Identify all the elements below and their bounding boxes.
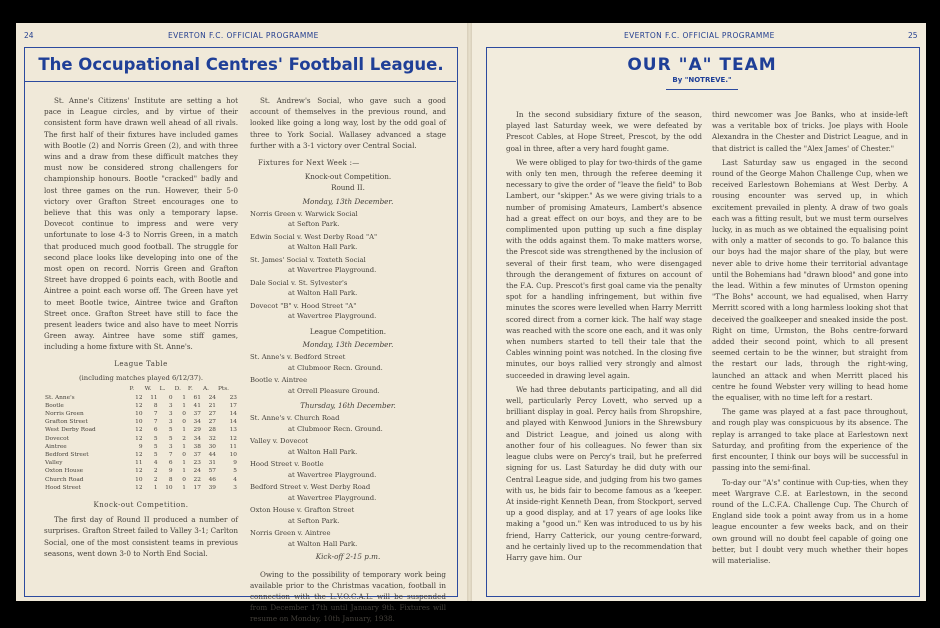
table-cell: 46 xyxy=(208,476,216,483)
kickoff-time: Kick-off 2-15 p.m. xyxy=(315,552,381,562)
fixture-match: Hood Street v. Bootle xyxy=(250,460,324,469)
column-header: F. xyxy=(187,386,193,393)
table-cell: 23 xyxy=(193,460,201,467)
table-row xyxy=(44,394,238,402)
fixtures-date: Monday, 13th December. xyxy=(302,196,394,206)
fixture-venue: at Wavertree Playground. xyxy=(288,470,377,479)
table-cell: 12 xyxy=(135,452,143,458)
table-cell: 3 xyxy=(168,410,173,417)
team-name: Aintree xyxy=(45,443,67,450)
fixture-venue: at Walton Hall Park. xyxy=(288,447,358,456)
paragraph: St. Anne's Citizens' Institute are setting a hot pace in League circles, and by virtue of their consistent form have drawn well ahead of all rivals. The first half of their fixtures have included games with Bootle (2) and Norris Green (2), and with three wins and a draw from these difficult matches they must now be considered strong challengers for championship honours. Bootle "cracked" badly and lost three games on the run. However, their 5-0 victory over Grafton Street encourages one to believe that this was only a temporary lapse. Dovecot continue to impress and were very unfortunate to lose 4-3 to Norris Green, in a match that produced much good football. The struggle for second place looks like developing into one of the most open on record. Norris Green and Grafton Street have dropped 6 points each, with Bootle and Aintree a point each worse off. The Green have yet to meet Bootle twice, Aintree twice and Grafton Street once. Grafton Street have still to face the present leaders twice and also have to meet Norris Green away. Aintree have some stiff games, including a home fixture with St. Anne's. xyxy=(44,96,238,352)
table-row xyxy=(44,410,238,418)
table-cell: 57 xyxy=(208,468,216,475)
table-row xyxy=(44,426,238,434)
table-cell: 17 xyxy=(193,484,201,491)
table-cell: 0 xyxy=(182,410,186,417)
team-name: West Derby Road xyxy=(45,427,96,434)
fixture-venue: at Wavertree Playground. xyxy=(288,312,377,321)
fixture-match: St. James' Social v. Toxteth Social xyxy=(250,255,366,264)
table-cell: 41 xyxy=(193,402,201,409)
team-name: Bedford Street xyxy=(45,452,89,458)
table-cell: 30 xyxy=(208,443,216,450)
column-header: A. xyxy=(202,386,209,393)
paragraph: Last Saturday saw us engaged in the second round of the George Mahon Challenge Cup, when we received Earlestown Bohemians at West Derby. A rousing encounter was served up, in which excitement prevailed in plenty. A draw of two goals each was a fitting result, but we must term ourselves lucky, in as much as we obtained the equalising point with only a matter of seconds to go. To balance this our boys had the major share of the play, but were never able to drive home their territorial advantage until the Bohemians had "drawn blood" and gone into the lead. Within a few minutes of Urmston opening "The Bohs" account, we had equalised, when Harry Merritt scored with a long harmless looking shot that deceived the goalkeeper and sneaked inside the post. Right on time, Urmston, the Bohs centre-forward added their second point, which to all present seemed certain to be the winner, but straight from the restart our lads, through the right-wing, launched an attack and when Merritt placed his centre he found Webster very willing to head home the equaliser, with no time left for a restart. xyxy=(712,157,908,403)
table-cell: 5 xyxy=(153,452,158,458)
title-rule xyxy=(25,81,456,82)
table-cell: 12 xyxy=(135,468,143,475)
league-table-header xyxy=(44,385,238,393)
table-cell: 10 xyxy=(165,484,173,491)
team-name: Norris Green xyxy=(45,410,84,417)
fixture-match: Dovecot "B" v. Hood Street "A" xyxy=(250,301,357,310)
closing-paragraph: Owing to the possibility of temporary work being available prior to the Christmas vacation, football in connection with the L.V.O.C.A.L. will be suspended from December 17th until January 9th. Fixtures will resume on Monday, 10th January, 1938. xyxy=(250,569,446,624)
table-cell: 6 xyxy=(168,460,173,467)
right-column xyxy=(712,109,908,569)
table-cell: 14 xyxy=(229,410,237,417)
table-cell: 12 xyxy=(135,435,143,442)
table-cell: 4 xyxy=(153,460,158,467)
fixture-venue: at Wavertree Playground. xyxy=(288,493,377,502)
table-row xyxy=(44,402,238,410)
fixture-item xyxy=(250,301,446,322)
table-cell: 10 xyxy=(135,419,143,426)
fixture-match: Dale Social v. St. Sylvester's xyxy=(250,278,348,287)
paragraph: St. Andrew's Social, who gave such a good account of themselves in the previous round, and looked like going a long way, lost by the odd goal of three to York Social. Wallasey advanced a stage further with a 3-1 victory over Central Social. xyxy=(250,96,446,150)
table-cell: 5 xyxy=(233,468,237,475)
table-cell: 9 xyxy=(233,460,237,467)
left-column xyxy=(506,109,702,566)
table-cell: 3 xyxy=(168,419,173,426)
table-cell: 7 xyxy=(168,452,173,458)
fixture-item xyxy=(250,352,446,373)
table-cell: 10 xyxy=(135,410,143,417)
fixture-match: Edwin Social v. West Derby Road "A" xyxy=(250,232,378,241)
table-row xyxy=(44,476,238,484)
table-cell: 8 xyxy=(168,476,173,483)
table-cell: 1 xyxy=(182,427,186,434)
table-cell: 17 xyxy=(229,402,237,409)
table-cell: 1 xyxy=(182,468,186,475)
fixture-match: St. Anne's v. Bedford Street xyxy=(250,353,346,362)
fixture-item xyxy=(250,505,446,526)
team-name: Valley xyxy=(45,460,63,467)
table-cell: 34 xyxy=(193,419,201,426)
fixture-item xyxy=(250,209,446,230)
team-name: Grafton Street xyxy=(45,419,88,426)
table-cell: 29 xyxy=(193,427,201,434)
table-cell: 31 xyxy=(208,460,216,467)
fixture-item xyxy=(250,375,446,396)
running-header: EVERTON F.C. OFFICIAL PROGRAMME xyxy=(168,31,319,40)
fixture-venue: at Sefton Park. xyxy=(288,516,340,525)
right-column xyxy=(250,95,446,628)
paragraph: In the second subsidiary fixture of the season, played last Saturday week, we were defeated by Prescot Cables, at Hope Street, Prescot, by the odd goal in three, after a very hard fought game. xyxy=(506,110,702,153)
paragraph: We were obliged to play for two-thirds of the game with only ten men, through the referee deeming it necessary to give the order of "leave the field" to Bob Lambert, our "skipper." As we were giving trials to a number of promising Amateurs, Lambert's absence had a great effect on our boys, and they are to be complimented upon putting up such a fine display with the odds against them. To make matters worse, the Prescot side was strengthened by the inclusion of several of their first team, who were disengaged through the derangement of fixtures on account of the F.A. Cup. Prescot's first goal came via the penalty spot for a handling infringement, but within five minutes the scores were levelled when Harry Merritt scored direct from a corner kick. The half way stage was reached with the score one each, and it was only when numbers started to tell their tale that the Cables winning point was notched. In the closing five minutes, our boys rallied very strongly and almost succeeded in drawing level again. xyxy=(506,157,702,380)
page-title: OUR "A" TEAM xyxy=(627,55,777,75)
league-table-subheading: (including matches played 6/12/37). xyxy=(78,373,204,382)
team-name: Hood Street xyxy=(45,484,81,491)
table-cell: 12 xyxy=(135,484,143,491)
table-cell: 2 xyxy=(153,468,158,475)
table-cell: 37 xyxy=(193,452,201,458)
league-table-heading: League Table xyxy=(114,359,168,368)
table-cell: 10 xyxy=(135,476,143,483)
table-cell: 32 xyxy=(208,435,216,442)
fixture-venue: at Walton Hall Park. xyxy=(288,539,358,548)
table-cell: 27 xyxy=(208,410,216,417)
league-table-body xyxy=(44,394,238,492)
table-cell: 23 xyxy=(229,394,237,401)
column-header: Pts. xyxy=(217,386,230,393)
fixture-item xyxy=(250,482,446,503)
column-header: D. xyxy=(174,386,181,393)
table-cell: 1 xyxy=(153,484,158,491)
page-number: 25 xyxy=(908,31,918,40)
table-cell: 0 xyxy=(182,452,186,458)
fixtures-comp-league: League Competition. xyxy=(309,326,387,336)
table-cell: 7 xyxy=(153,419,158,426)
table-cell: 1 xyxy=(182,460,186,467)
team-name: Church Road xyxy=(45,476,84,483)
column-header: P. xyxy=(129,386,135,393)
fixtures-date: Thursday, 16th December. xyxy=(300,401,396,411)
fixture-item xyxy=(250,436,446,457)
fixture-match: Norris Green v. Aintree xyxy=(250,529,331,538)
fixtures-date: Monday, 13th December. xyxy=(302,340,394,350)
fixture-match: Norris Green v. Warwick Social xyxy=(250,209,358,218)
fixture-venue: at Wavertree Playground. xyxy=(288,266,377,275)
table-cell: 10 xyxy=(229,452,237,458)
fixture-item xyxy=(250,232,446,253)
fixture-match: Bootle v. Aintree xyxy=(250,376,308,385)
table-cell: 22 xyxy=(193,476,201,483)
table-cell: 5 xyxy=(153,443,158,450)
table-row xyxy=(44,435,238,443)
fixture-venue: at Clubmoor Recn. Ground. xyxy=(288,363,383,372)
table-row xyxy=(44,467,238,475)
paragraph: We had three debutants participating, and all did well, particularly Percy Lovett, who served up a brilliant display in goal. Percy hails from Shropshire, and played with Kenwood Juniors in the Shrewsbury and District League, and joined us along with another four of his colleagues. No fewer than six league clubs were on Percy's trail, but he preferred signing for us. Last Saturday he did duty with our Central League side, and judging from his two games with us, he bids fair to become famous as a 'keeper. At inside-right Kenneth Dean, from Stockport, served up a good display, and at 17 years of age looks like making a "good un." Ken was introduced to us by his friend, Harry Catterick, our young centre-forward, and he certainly lived up to the recommendation that Harry gave him. Our xyxy=(506,384,702,562)
table-cell: 11 xyxy=(150,394,158,401)
table-cell: 34 xyxy=(193,435,201,442)
title-underline xyxy=(666,89,738,90)
ko-paragraph: The first day of Round II produced a number of surprises. Grafton Street failed to Valley 3-1; Carlton Social, one of the most consistent teams in previous seasons, went down 3-0 to North End Social. xyxy=(44,515,238,558)
team-name: St. Anne's xyxy=(45,394,75,401)
table-cell: 5 xyxy=(168,435,173,442)
table-cell: 37 xyxy=(193,410,201,417)
table-cell: 14 xyxy=(229,419,237,426)
table-cell: 6 xyxy=(153,427,158,434)
left-page xyxy=(16,23,467,624)
table-cell: 12 xyxy=(135,394,143,401)
fixtures-round: Round II. xyxy=(331,183,365,193)
table-cell: 3 xyxy=(168,443,173,450)
table-cell: 11 xyxy=(135,460,143,467)
table-cell: 3 xyxy=(168,402,173,409)
running-header: EVERTON F.C. OFFICIAL PROGRAMME xyxy=(624,31,775,40)
team-name: Oxton House xyxy=(45,468,84,475)
table-cell: 24 xyxy=(208,394,216,401)
fixture-item xyxy=(250,278,446,299)
table-cell: 12 xyxy=(135,427,143,434)
column-header: L. xyxy=(159,386,166,393)
table-cell: 28 xyxy=(208,427,216,434)
paragraph: To-day our "A's" continue with Cup-ties, when they meet Wargrave C.E. at Earlestown, in the second round of the L.C.F.A. Challenge Cup. The Church of England side took a point away from us in a home league encounter a few weeks back, and on their own ground will no doubt feel capable of going one better, but I doubt very much whether their hopes will materialise. xyxy=(712,477,908,565)
table-cell: 3 xyxy=(233,484,237,491)
table-cell: 11 xyxy=(229,443,237,450)
team-name: Dovecot xyxy=(45,435,69,442)
table-cell: 13 xyxy=(229,427,237,434)
page-number: 24 xyxy=(24,31,34,40)
table-cell: 21 xyxy=(208,402,216,409)
table-cell: 24 xyxy=(193,468,201,475)
byline: By "NOTREVE." xyxy=(672,76,732,84)
table-cell: 27 xyxy=(208,419,216,426)
table-cell: 8 xyxy=(153,402,158,409)
table-cell: 9 xyxy=(138,443,143,450)
table-row xyxy=(44,443,238,451)
table-cell: 2 xyxy=(153,476,158,483)
fixture-item xyxy=(250,413,446,434)
fixture-venue: at Sefton Park. xyxy=(288,220,340,229)
table-cell: 7 xyxy=(153,410,158,417)
table-cell: 38 xyxy=(193,443,201,450)
table-cell: 5 xyxy=(168,427,173,434)
table-row xyxy=(44,484,238,492)
table-row xyxy=(44,418,238,426)
table-cell: 1 xyxy=(182,443,186,450)
fixture-item xyxy=(250,459,446,480)
fixture-list xyxy=(250,209,446,322)
right-page xyxy=(472,23,926,601)
table-cell: 44 xyxy=(208,452,216,458)
page-title: The Occupational Centres' Football League. xyxy=(38,55,444,74)
paragraph: The game was played at a fast pace throughout, and rough play was conspicuous by its absence. The replay is arranged to take place at Earlestown next Saturday, and profiting from the experience of the first encounter, I think our boys will be successful in passing into the semi-final. xyxy=(712,407,908,473)
paragraph: third newcomer was Joe Banks, who at inside-left was a veritable box of tricks. Joe plays with Hoole Alexandra in the Chester and District League, and in that district is called the "Alex James' of Chester." xyxy=(712,110,908,153)
team-name: Bootle xyxy=(45,402,64,409)
table-cell: 1 xyxy=(182,484,186,491)
ko-heading: Knock-out Competition. xyxy=(93,501,189,510)
table-cell: 12 xyxy=(229,435,237,442)
table-cell: 0 xyxy=(168,394,173,401)
table-cell: 61 xyxy=(193,394,201,401)
fixture-item xyxy=(250,255,446,276)
table-cell: 2 xyxy=(182,435,186,442)
table-cell: 1 xyxy=(182,394,186,401)
left-column xyxy=(44,95,238,562)
table-row xyxy=(44,451,238,459)
table-cell: 9 xyxy=(168,468,173,475)
fixtures-comp-ko: Knock-out Competition. xyxy=(304,172,392,182)
fixture-venue: at Walton Hall Park. xyxy=(288,243,358,252)
table-cell: 0 xyxy=(182,419,186,426)
fixture-match: Valley v. Dovecot xyxy=(250,437,309,446)
fixture-match: Oxton House v. Grafton Street xyxy=(250,506,355,515)
fixture-match: St. Anne's v. Church Road xyxy=(250,414,340,423)
table-row xyxy=(44,459,238,467)
fixture-venue: at Clubmoor Recn. Ground. xyxy=(288,424,383,433)
fixture-list xyxy=(250,352,446,396)
fixture-match: Bedford Street v. West Derby Road xyxy=(250,483,371,492)
fixture-list xyxy=(250,413,446,549)
fixture-venue: at Walton Hall Park. xyxy=(288,289,358,298)
table-cell: 5 xyxy=(153,435,158,442)
table-cell: 39 xyxy=(208,484,216,491)
table-cell: 12 xyxy=(135,402,143,409)
table-cell: 4 xyxy=(233,476,237,483)
fixture-item xyxy=(250,528,446,549)
column-header: W. xyxy=(144,386,152,393)
fixtures-heading: Fixtures for Next Week :— xyxy=(258,159,360,168)
table-cell: 1 xyxy=(182,402,186,409)
league-table xyxy=(44,385,238,492)
table-cell: 0 xyxy=(182,476,186,483)
fixture-venue: at Orrell Pleasure Ground. xyxy=(288,386,380,395)
